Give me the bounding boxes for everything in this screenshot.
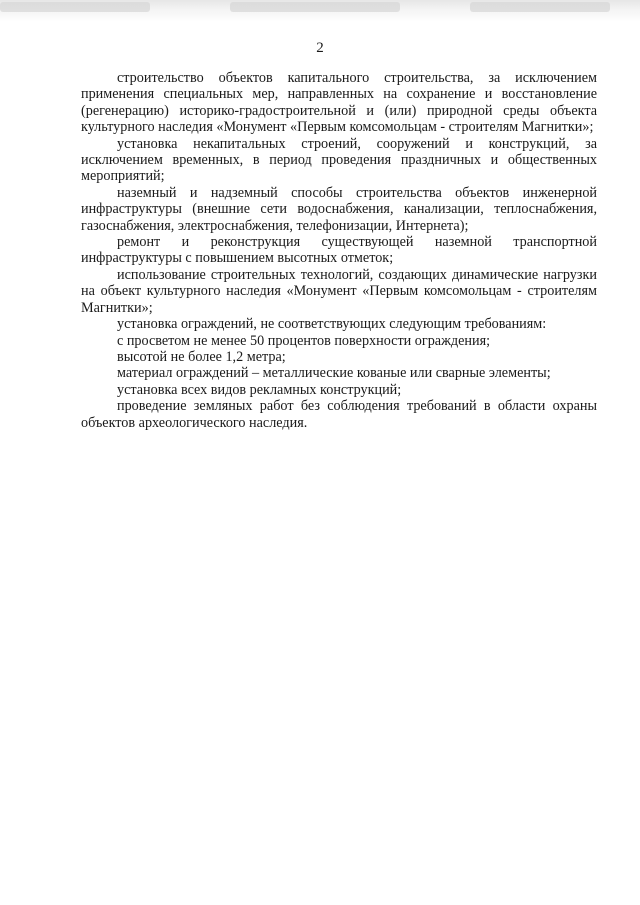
scan-blot [0,2,150,12]
document-body [81,70,597,431]
paragraph-advertising-structures: установка всех видов рекламных конструкций; [117,381,402,398]
paragraph-dynamic-loads: использование строительных технологий, создающих динамические нагрузки на объект культурного наследия «Монумент «Первым комсомольцам - строителям Магнитки»; [81,266,597,316]
paragraph-fence-material: материал ограждений – металлические кованые или сварные элементы; [117,365,551,382]
page-number: 2 [316,40,324,56]
paragraph-transport-infrastructure: ремонт и реконструкция существующей наземной транспортной инфраструктуры с повышением высотных отметок; [81,234,597,267]
scan-artifact-top-edge [0,0,640,22]
paragraph-engineering-infrastructure: наземный и надземный способы строительства объектов инженерной инфраструктуры (внешние сети водоснабжения, канализации, теплоснабжения, газоснабжения, электроснабжения, телефонизации, Интернета); [81,184,597,234]
paragraph-non-capital-structures: установка некапитальных строений, сооружений и конструкций, за исключением временных, в период проведения праздничных и общественных мероприятий; [81,135,597,185]
scan-blot [470,2,610,12]
paragraph-fence-height: высотой не более 1,2 метра; [117,348,286,365]
scan-blot [230,2,400,12]
paragraph-earthworks: проведение земляных работ без соблюдения требований в области охраны объектов археологического наследия. [81,398,597,431]
paragraph-fence-clearance: с просветом не менее 50 процентов поверхности ограждения; [117,332,491,349]
paragraph-capital-construction: строительство объектов капитального строительства, за исключением применения специальных мер, направленных на сохранение и восстановление (регенерацию) историко-градостроительной и (или) природной среды объекта культурного наследия «Монумент «Первым комсомольцам - строителям Магнитки»; [81,70,597,136]
paragraph-fences-requirements: установка ограждений, не соответствующих следующим требованиям: [117,316,547,333]
